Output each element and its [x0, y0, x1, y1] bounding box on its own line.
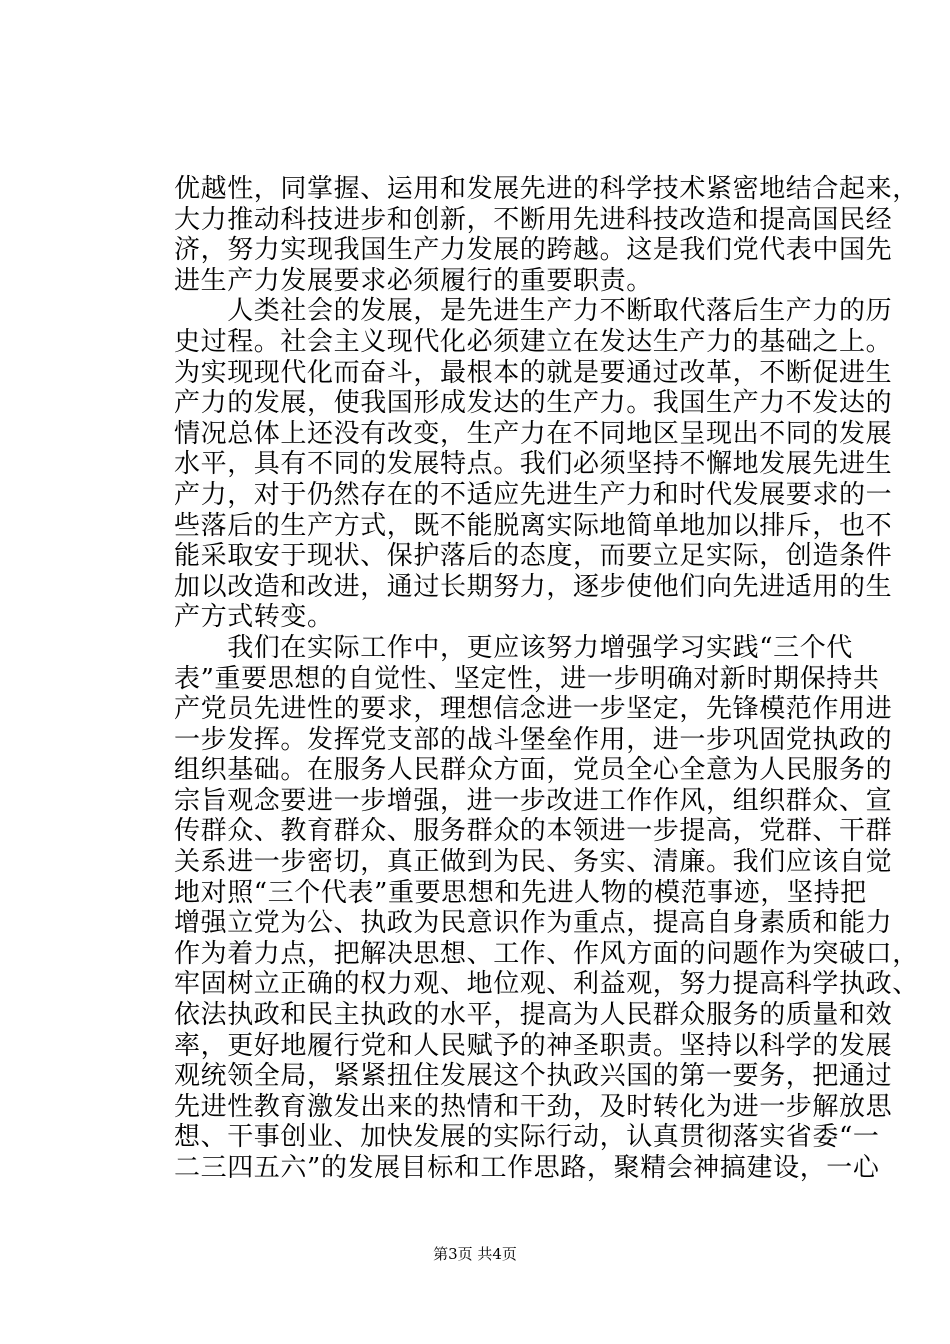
page-footer: [0, 1244, 950, 1264]
text-line: 依法执政和民主执政的水平，提高为人民群众服务的质量和效: [174, 1000, 893, 1031]
page-number-label: 第3页 共4页: [433, 1245, 517, 1263]
text-line: 我们在实际工作中，更应该努力增强学习实践“三个代: [174, 632, 853, 663]
text-line: 水平，具有不同的发展特点。我们必须坚持不懈地发展先进生: [174, 449, 893, 480]
text-line: 地对照“三个代表”重要思想和先进人物的模范事迹，坚持把: [174, 877, 867, 908]
text-line: 率，更好地履行党和人民赋予的神圣职责。坚持以科学的发展: [174, 1030, 893, 1061]
text-line: 济，努力实现我国生产力发展的跨越。这是我们党代表中国先: [174, 235, 893, 266]
text-line: 宗旨观念要进一步增强，进一步改进工作作风，组织群众、宣: [174, 785, 893, 816]
text-line: 产方式转变。: [174, 602, 334, 633]
text-line: 大力推动科技进步和创新，不断用先进科技改造和提高国民经: [174, 204, 893, 235]
text-line: 人类社会的发展，是先进生产力不断取代落后生产力的历: [174, 296, 893, 327]
text-line: 传群众、教育群众、服务群众的本领进一步提高，党群、干群: [174, 816, 893, 847]
text-line: 史过程。社会主义现代化必须建立在发达生产力的基础之上。: [174, 326, 893, 357]
text-line: 想、干事创业、加快发展的实际行动，认真贯彻落实省委“一: [174, 1122, 880, 1153]
text-line: 观统领全局，紧紧扭住发展这个执政兴国的第一要务，把通过: [174, 1061, 893, 1092]
text-line: 加以改造和改进，通过长期努力，逐步使他们向先进适用的生: [174, 571, 893, 602]
text-line: 优越性，同掌握、运用和发展先进的科学技术紧密地结合起来，: [174, 174, 919, 204]
text-line: 为实现现代化而奋斗，最根本的就是要通过改革，不断促进生: [174, 357, 893, 388]
text-line: 进生产力发展要求必须履行的重要职责。: [174, 265, 653, 296]
text-line: 牢固树立正确的权力观、地位观、利益观，努力提高科学执政、: [174, 969, 919, 1000]
text-line: 表”重要思想的自觉性、坚定性，进一步明确对新时期保持共: [174, 663, 880, 694]
text-line: 些落后的生产方式，既不能脱离实际地简单地加以排斥，也不: [174, 510, 893, 541]
text-line: 情况总体上还没有改变，生产力在不同地区呈现出不同的发展: [174, 418, 893, 449]
text-line: 产力的发展，使我国形成发达的生产力。我国生产力不发达的: [174, 388, 893, 419]
text-line: 产力，对于仍然存在的不适应先进生产力和时代发展要求的一: [174, 479, 893, 510]
text-line: 能采取安于现状、保护落后的态度，而要立足实际，创造条件: [174, 541, 893, 572]
text-line: 二三四五六”的发展目标和工作思路，聚精会神搞建设，一心: [174, 1153, 880, 1183]
text-line: 一步发挥。发挥党支部的战斗堡垒作用，进一步巩固党执政的: [174, 724, 893, 755]
text-line: 作为着力点，把解决思想、工作、作风方面的问题作为突破口，: [174, 938, 919, 969]
text-line: 产党员先进性的要求，理想信念进一步坚定，先锋模范作用进: [174, 694, 893, 725]
text-line: 组织基础。在服务人民群众方面，党员全心全意为人民服务的: [174, 755, 893, 786]
text-line: 先进性教育激发出来的热情和干劲，及时转化为进一步解放思: [174, 1091, 893, 1122]
text-line: 增强立党为公、执政为民意识作为重点，提高自身素质和能力: [174, 908, 893, 939]
text-line: 关系进一步密切，真正做到为民、务实、清廉。我们应该自觉: [174, 847, 893, 878]
body-text: [174, 174, 919, 1184]
